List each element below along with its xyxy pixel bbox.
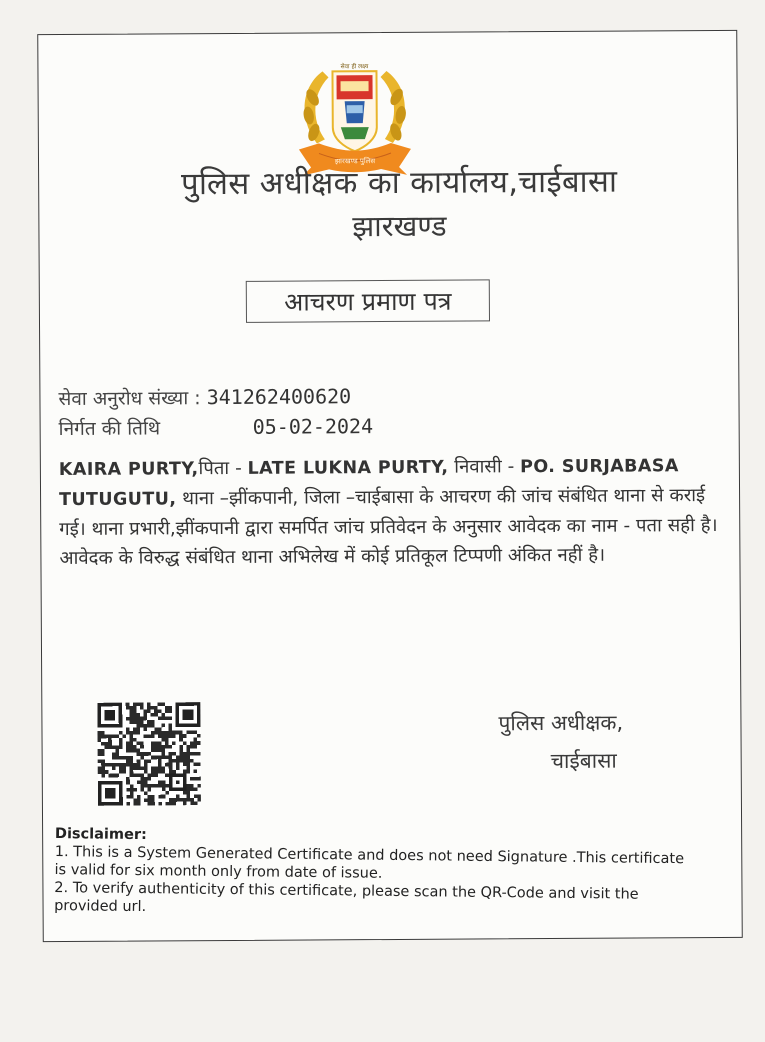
issue-date-row: [59, 413, 374, 441]
disclaimer-heading: Disclaimer:: [54, 826, 147, 844]
jharkhand-police-emblem: [294, 57, 415, 176]
resident-label: निवासी -: [448, 456, 521, 478]
certificate-body: [59, 451, 728, 573]
office-title: पुलिस अधीक्षक का कार्यालय,चाईबासा: [180, 163, 618, 203]
issue-date-label: निर्गत की तिथि: [58, 417, 161, 441]
state-title: झारखण्ड: [352, 208, 447, 244]
father-name: LATE LUKNA PURTY,: [247, 457, 449, 479]
signatory-block: [498, 704, 623, 781]
request-number-row: [58, 383, 351, 411]
verification-qr-code[interactable]: [97, 702, 201, 806]
disclaimer-item-1: 1. This is a System Generated Certificate and does not need Signature .This certificate is valid for six month only from date of issue.: [54, 844, 685, 882]
certificate-title-box: [246, 279, 490, 322]
certificate-title: आचरण प्रमाण पत्र: [284, 286, 452, 317]
emblem-ribbon-text: झारखण्ड पुलिस: [334, 157, 376, 166]
applicant-name: KAIRA PURTY,: [58, 459, 199, 481]
father-label: पिता -: [198, 457, 248, 480]
issue-date-value: 05-02-2024: [252, 414, 374, 439]
disclaimer-item-2: 2. To verify authenticity of this certificate, please scan the QR-Code and visit the provided url.: [54, 880, 639, 916]
signatory-title: पुलिस अधीक्षक,: [498, 710, 624, 736]
emblem-motto: सेवा ही लक्ष्य: [340, 63, 369, 71]
applicant-address: PO. SURJABASA TUTUGUTU,: [59, 456, 679, 511]
request-number-value: 341262400620: [206, 384, 352, 410]
request-number-label: सेवा अनुरोध संख्या :: [58, 387, 201, 411]
signatory-location: चाईबासा: [550, 748, 617, 774]
disclaimer-block: [54, 825, 695, 922]
body-statement: थाना –झींकपानी, जिला –चाईबासा के आचरण की जांच संबंधित थाना से कराई गई। थाना प्रभारी,झींकपानी द्वारा समर्पित जांच प्रतिवेदन के अनुसार आवेदक का नाम - पता सही है। आवेदक के विरुद्ध संबंधित थाना अभिलेख में कोई प्रतिकूल टिप्पणी अंकित नहीं है।: [59, 485, 718, 570]
certificate-sheet: [37, 30, 743, 942]
